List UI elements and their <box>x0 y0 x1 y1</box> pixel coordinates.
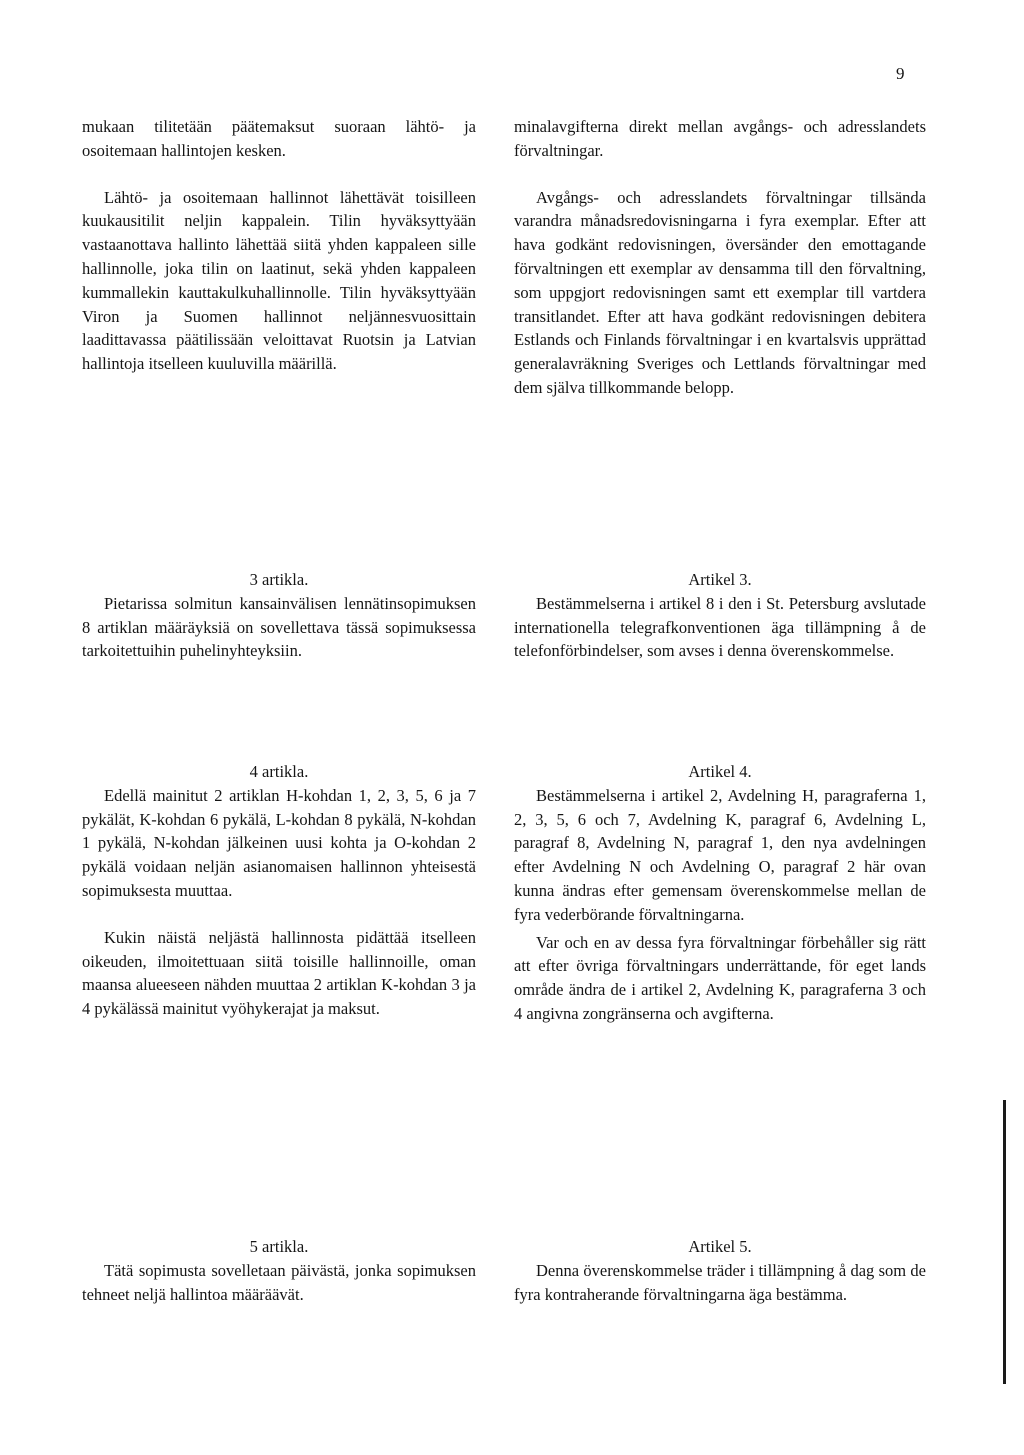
sv-intro-section <box>514 115 926 400</box>
fi-article-4-heading: 4 artikla. <box>249 762 309 781</box>
fi-article-3-text: Pietarissa solmitun kansainvälisen lennätinsopimuksen 8 artiklan määräyksiä on sovellettava tässä sopimuksessa tarkoitettuihin puhelinyhteyksiin. <box>82 593 476 661</box>
sv-article-4-text-1: Bestämmelserna i artikel 2, Avdelning H, paragraferna 1, 2, 3, 5, 6 och 7, Avdelning K, paragraf 6, Avdelning L, paragraf 8, Avdelning N, paragraf 1, den nya avdelningen efter Avdelning N och Avdelning O, paragraf 2 här ovan kunna ändras efter gemensam överenskommelse mellan de fyra vederbörande förvaltningarna. <box>514 785 926 924</box>
fi-article-3-heading: 3 artikla. <box>249 570 309 589</box>
fi-article-4 <box>82 760 476 1021</box>
scan-edge-rule <box>1003 1100 1006 1384</box>
fi-article-5-text: Tätä sopimusta sovelletaan päivästä, jonka sopimuksen tehneet neljä hallintoa määräävät. <box>82 1260 476 1304</box>
fi-article-3 <box>82 568 476 663</box>
sv-article-3-text: Bestämmelserna i artikel 8 i den i St. Petersburg avslutade internationella telegrafkonventionen äga tillämpning å de telefonförbindelser, som avses i denna överenskommelse. <box>514 593 926 661</box>
sv-intro-paragraph: Avgångs- och adresslandets förvaltningar tillsända varandra månadsredovisningarna i fyra exemplar. Efter att hava godkänt redovisningen, översänder den emottagande förvaltningen ett exemplar av densamma till den förvaltning, som uppgjort redovisningen samt ett exemplar till vartdera transitlandet. Efter att hava godkänt redovisningen debitera Estlands och Finlands förvaltningar i en kvartalsvis upprättad generalavräkning Sveriges och Lettlands förvaltningar med dem själva tillkommande belopp. <box>514 187 926 397</box>
fi-intro-tail: mukaan tilitetään päätemaksut suoraan lähtö- ja osoitemaan hallintojen kesken. <box>82 117 476 160</box>
fi-intro-paragraph: Lähtö- ja osoitemaan hallinnot lähettävät toisilleen kuukausitilit neljin kappalein. Tilin hyväksyttyään vastaanottava hallinto lähettää siitä yhden kappaleen sille hallinnolle, joka tilin on laatinut, sekä yhden kappaleen kummallekin kauttakulkuhallinnolle. Tilin hyväksyttyään Viron ja Suomen hallinnot neljännesvuosittain laadittavassa päätilissään veloittavat Ruotsin ja Latvian hallintoja itselleen kuuluvilla määrillä. <box>82 187 476 374</box>
sv-article-3-heading: Artikel 3. <box>688 570 752 589</box>
sv-article-5 <box>514 1235 926 1306</box>
fi-intro-section <box>82 115 476 376</box>
sv-article-4-text-2: Var och en av dessa fyra förvaltningar förbehåller sig rätt att efter övriga förvaltningars underrättande, för eget lands område ändra de i artikel 2, Avdelning K, paragraferna 3 och 4 angivna zongränserna och avgifterna. <box>514 932 926 1023</box>
sv-intro-tail: minalavgifterna direkt mellan avgångs- och adresslandets förvaltningar. <box>514 117 926 160</box>
sv-article-4 <box>514 760 926 1026</box>
fi-article-4-text-1: Edellä mainitut 2 artiklan H-kohdan 1, 2, 3, 5, 6 ja 7 pykälät, K-kohdan 6 pykälä, L-kohdan 8 pykälä, N-kohdan 1 pykälä, N-kohdan jälkeinen uusi kohta ja O-kohdan 2 pykälä voidaan neljän asianomaisen hallinnon yhteisestä sopimuksesta muuttaa. <box>82 785 476 900</box>
page-number: 9 <box>896 64 905 83</box>
fi-article-5-heading: 5 artikla. <box>249 1237 309 1256</box>
sv-article-5-heading: Artikel 5. <box>688 1237 752 1256</box>
sv-article-3 <box>514 568 926 663</box>
fi-article-5 <box>82 1235 476 1306</box>
sv-article-4-heading: Artikel 4. <box>688 762 752 781</box>
fi-article-4-text-2: Kukin näistä neljästä hallinnosta pidättää itselleen oikeuden, ilmoitettuaan siitä toisille hallinnoille, oman maansa alueeseen nähden muuttaa 2 artiklan K-kohdan 3 ja 4 pykälässä mainitut vyöhykerajat ja maksut. <box>82 927 476 1019</box>
sv-article-5-text: Denna överenskommelse träder i tillämpning å dag som de fyra kontraherande förvaltningarna äga bestämma. <box>514 1260 926 1304</box>
